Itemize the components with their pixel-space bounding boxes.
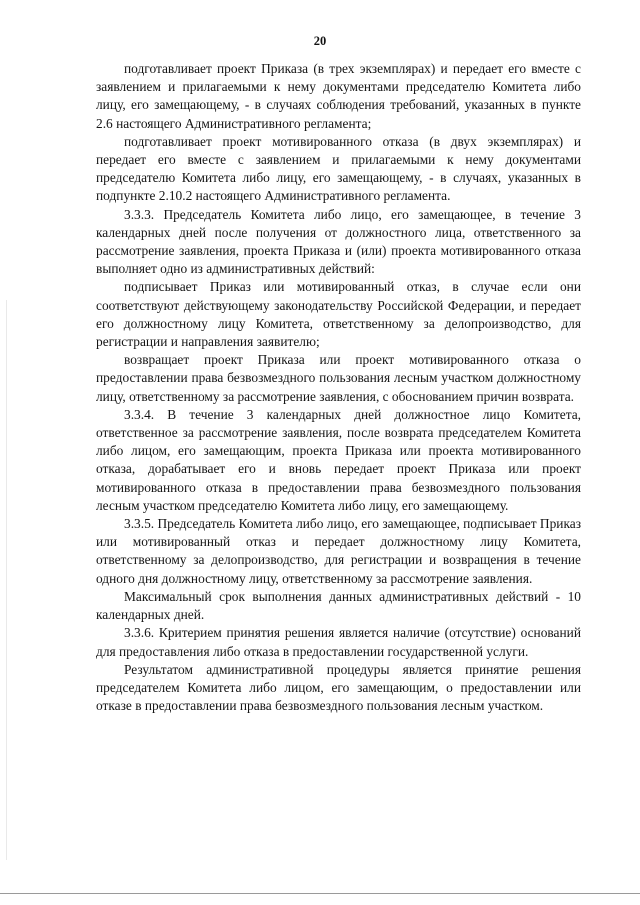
bottom-edge-line: [0, 893, 640, 894]
paragraph-3-3-5: 3.3.5. Председатель Комитета либо лицо, его замещающее, подписывает Приказ или мотивированный отказ и передает должностному лицу Комитета, ответственному за делопроизводство, для регистрации и возвращения в течение одного дня должностному лицу, ответственному за рассмотрение заявления.: [96, 516, 581, 586]
paragraph-3-3-4: 3.3.4. В течение 3 календарных дней должностное лицо Комитета, ответственное за рассмотрение заявления, после возврата председателем Комитета либо лицом, его замещающим, проекта Приказа или проекта мотивированного отказа, дорабатывает его и вновь передает проект Приказа или проект мотивированного отказа в предоставлении права безвозмездного пользования лесным участком председателю Комитета либо лицу, его замещающему.: [96, 406, 581, 513]
paragraph-4: подписывает Приказ или мотивированный отказ, в случае если они соответствуют действующему законодательству Российской Федерации, и передает его должностному лицу Комитета, ответственному за делопроизводство, для регистрации и направления заявителю;: [96, 279, 581, 350]
scan-edge-shadow: [6, 300, 7, 860]
paragraph-2: подготавливает проект мотивированного отказа (в двух экземплярах) и передает его вместе с заявлением и прилагаемыми к нему документами председателю Комитета либо лицу, его замещающему, - в случаях, указанных в подпункте 2.10.2 настоящего Административного регламента.: [96, 133, 581, 204]
paragraph-3-3-3: 3.3.3. Председатель Комитета либо лицо, его замещающее, в течение 3 календарных дней после получения от должностного лица, ответственного за рассмотрение заявления, проекта Приказа и (или) проекта мотивированного отказа выполняет одно из административных действий:: [96, 206, 581, 277]
paragraph-5: возвращает проект Приказа или проект мотивированного отказа о предоставлении права безвозмездного пользования лесным участком должностному лицу, ответственному за рассмотрение заявления, с обоснованием причин возврата.: [96, 352, 581, 404]
paragraph-3-3-6: 3.3.6. Критерием принятия решения является наличие (отсутствие) оснований для предоставления либо отказа в предоставлении государственной услуги.: [96, 625, 581, 659]
paragraph-1: подготавливает проект Приказа (в трех экземплярах) и передает его вместе с заявлением и прилагаемыми к нему документами председателю Комитета либо лицу, его замещающему, - в случаях соблюдения требований, указанных в пункте 2.6 настоящего Административного регламента;: [96, 61, 581, 131]
paragraph-result: Результатом административной процедуры является принятие решения председателем Комитета либо лицом, его замещающим, о предоставлении или отказе в предоставлении права безвозмездного пользования лесным участком.: [96, 661, 581, 714]
document-body: [96, 60, 581, 715]
paragraph-max-term: Максимальный срок выполнения данных административных действий - 10 календарных дней.: [96, 588, 581, 623]
page-number: 20: [313, 34, 327, 48]
